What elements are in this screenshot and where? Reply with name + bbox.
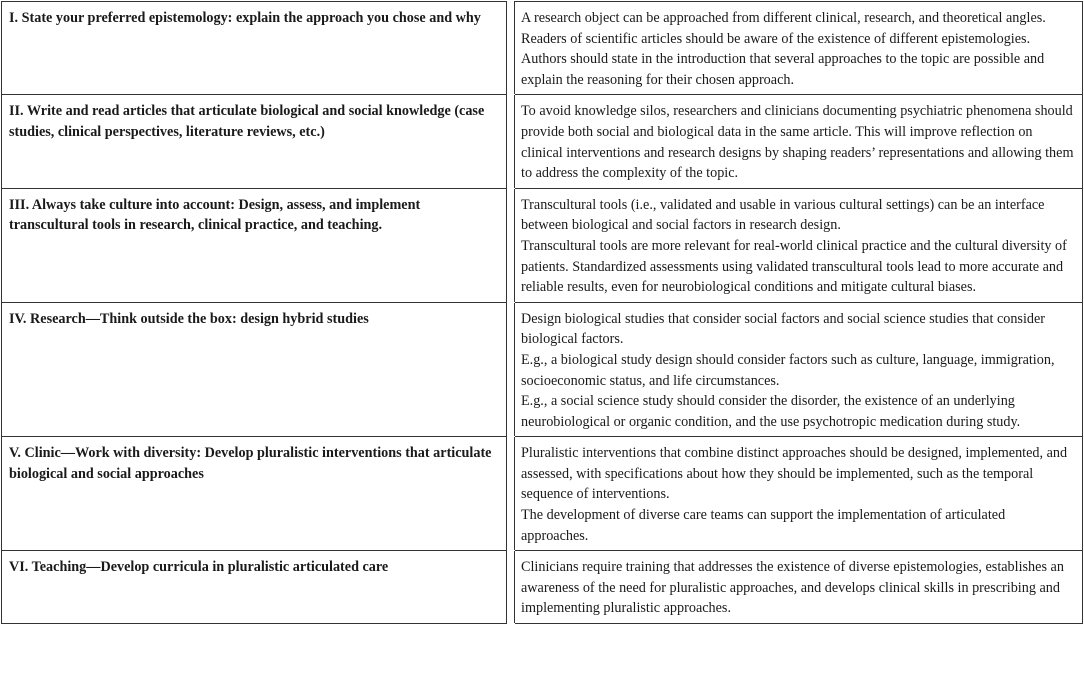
table-row — [2, 95, 1083, 188]
recommendation-heading: I. State your preferred epistemology: explain the approach you chose and why — [2, 2, 507, 95]
description-paragraph: A research object can be approached from different clinical, research, and theoretical angles. Readers of scientific articles should be aware of the existence of different epistemologies. Authors should state in the introduction that several approaches to the topic are possible and explain the reasoning for their chosen approach. — [521, 10, 1046, 88]
description-paragraph: E.g., a social science study should consider the disorder, the existence of an underlying neurobiological or organic condition, and the use psychotropic medication during study. — [521, 393, 1021, 430]
table-row — [2, 302, 1083, 437]
table-row — [2, 551, 1083, 624]
column-gap — [507, 2, 515, 95]
description-paragraph: Transcultural tools are more relevant for real-world clinical practice and the cultural diversity of patients. Standardized assessments using validated transcultural tools lead to more accurate and reliable results, even for neurobiological conditions and mitigate cultural biases. — [521, 237, 1067, 296]
table-row — [2, 2, 1083, 95]
recommendation-description — [515, 302, 1083, 437]
recommendation-description — [515, 95, 1083, 188]
column-gap — [507, 188, 515, 302]
description-paragraph: The development of diverse care teams can support the implementation of articulated approaches. — [521, 507, 1006, 544]
column-gap — [507, 95, 515, 188]
recommendation-heading: VI. Teaching—Develop curricula in pluralistic articulated care — [2, 551, 507, 624]
description-paragraph: To avoid knowledge silos, researchers and clinicians documenting psychiatric phenomena should provide both social and biological data in the same article. This will improve reflection on clinical interventions and research designs by shaping readers’ representations and allowing them to address the complexity of the topic. — [521, 103, 1074, 182]
recommendation-description — [515, 437, 1083, 551]
recommendation-description — [515, 551, 1083, 624]
description-paragraph: Transcultural tools (i.e., validated and usable in various cultural settings) can be an interface between biological and social factors in research design. — [521, 196, 1045, 234]
recommendation-heading: V. Clinic—Work with diversity: Develop pluralistic interventions that articulate biological and social approaches — [2, 437, 507, 551]
recommendation-description — [515, 2, 1083, 95]
recommendation-heading: IV. Research—Think outside the box: design hybrid studies — [2, 302, 507, 437]
description-paragraph: Design biological studies that consider social factors and social science studies that consider biological factors. — [521, 310, 1046, 348]
table-row — [2, 188, 1083, 302]
recommendation-description — [515, 188, 1083, 302]
column-gap — [507, 551, 515, 624]
recommendation-heading: III. Always take culture into account: Design, assess, and implement transcultural tools in research, clinical practice, and teaching. — [2, 188, 507, 302]
recommendations-table — [1, 1, 1083, 624]
table-row — [2, 437, 1083, 551]
description-paragraph: Pluralistic interventions that combine distinct approaches should be designed, implemented, and assessed, with specifications about how they should be implemented, such as the temporal sequence of interventions. — [521, 445, 1068, 503]
column-gap — [507, 302, 515, 437]
column-gap — [507, 437, 515, 551]
description-paragraph: Clinicians require training that addresses the existence of diverse epistemologies, establishes an awareness of the need for pluralistic approaches, and develops clinical skills in prescribing and implementing pluralistic approaches. — [521, 559, 1064, 617]
recommendation-heading: II. Write and read articles that articulate biological and social knowledge (case studies, clinical perspectives, literature reviews, etc.) — [2, 95, 507, 188]
description-paragraph: E.g., a biological study design should consider factors such as culture, language, immigration, socioeconomic status, and life circumstances. — [521, 351, 1055, 389]
